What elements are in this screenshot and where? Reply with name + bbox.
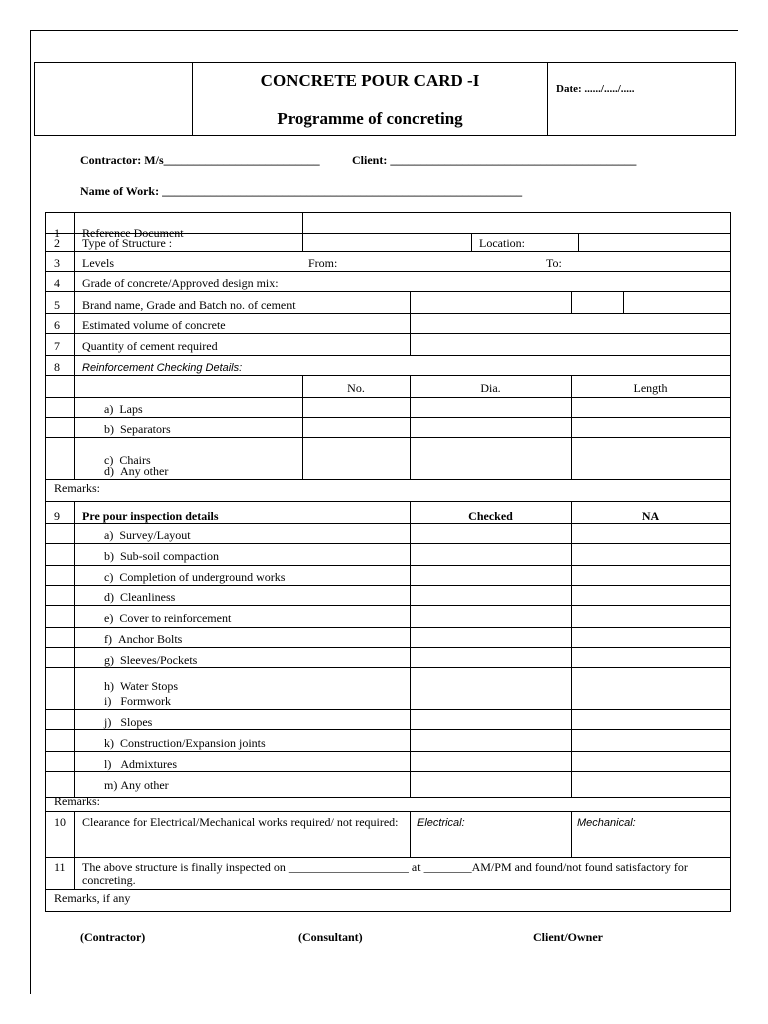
main-table — [45, 212, 731, 912]
reinf-header-no: No. — [347, 381, 365, 395]
inspection-item: g) Sleeves/Pockets — [104, 653, 198, 667]
inspection-item: k) Construction/Expansion joints — [104, 736, 266, 750]
row-7-number: 7 — [54, 339, 60, 353]
row-8-number: 8 — [54, 360, 60, 374]
row-2-label: Type of Structure : — [82, 236, 173, 250]
page-frame-left — [30, 30, 31, 994]
row-11-number: 11 — [54, 860, 66, 874]
contractor-field[interactable]: Contractor: M/s__________________________ — [80, 153, 320, 167]
inspection-item: b) Sub-soil compaction — [104, 549, 219, 563]
inspection-item: h) Water Stops — [104, 679, 179, 693]
inspection-item: l) Admixtures — [104, 757, 177, 771]
signature-client: Client/Owner — [533, 930, 603, 944]
final-remarks: Remarks, if any — [54, 891, 131, 905]
row-6-number: 6 — [54, 318, 60, 332]
row-11-label: The above structure is finally inspected on ____________________ at ________AM/PM and found/not found satisfactory for concreting. — [82, 860, 688, 887]
signature-contractor: (Contractor) — [80, 930, 146, 944]
inspection-item: m) Any other — [104, 778, 169, 792]
levels-from-label: From: — [308, 256, 338, 270]
signature-consultant: (Consultant) — [298, 930, 363, 944]
date-cell — [547, 63, 736, 135]
logo-cell — [35, 63, 193, 135]
row-10-label: Clearance for Electrical/Mechanical works required/ not required: — [82, 815, 399, 829]
row-2-number: 2 — [54, 236, 60, 250]
inspection-title: Pre pour inspection details — [82, 509, 219, 523]
name-of-work-field[interactable]: Name of Work: ____________________________________________________________ — [80, 184, 523, 198]
reinf-header-length: Length — [633, 381, 668, 395]
row-7-label: Quantity of cement required — [82, 339, 218, 353]
row-9-number: 9 — [54, 509, 60, 523]
reinf-item: a) Laps — [104, 402, 143, 416]
row-5-number: 5 — [54, 298, 60, 312]
date-field[interactable]: Date: ....../...../..... — [556, 83, 635, 95]
inspection-item: f) Anchor Bolts — [104, 632, 183, 646]
inspection-item: a) Survey/Layout — [104, 528, 191, 542]
row-10-number: 10 — [54, 815, 66, 829]
inspection-header-na: NA — [641, 509, 660, 523]
form-subtitle: Programme of concreting — [277, 109, 463, 128]
row-5-label: Brand name, Grade and Batch no. of cement — [82, 298, 296, 312]
mechanical-label: Mechanical: — [577, 817, 636, 829]
reinf-item: c) Chairs — [104, 453, 151, 467]
row-8-label: Reinforcement Checking Details: — [82, 362, 243, 374]
row-6-label: Estimated volume of concrete — [82, 318, 226, 332]
reinf-item: b) Separators — [104, 422, 171, 436]
reinf-remarks: Remarks: — [54, 481, 100, 495]
row-3-number: 3 — [54, 256, 60, 270]
inspection-item: c) Completion of underground works — [104, 570, 286, 584]
inspection-item: i) Formwork — [104, 694, 171, 708]
levels-to-label: To: — [546, 256, 562, 270]
row-1-label: Reference Document — [82, 226, 184, 240]
page-frame-top — [30, 30, 738, 31]
row-3-label: Levels — [82, 256, 114, 270]
location-label: Location: — [479, 236, 525, 250]
inspection-header-checked: Checked — [468, 509, 513, 523]
electrical-label: Electrical: — [417, 817, 465, 829]
reinf-item: d) Any other — [104, 464, 169, 478]
inspection-item: j) Slopes — [104, 715, 153, 729]
header-box — [34, 62, 736, 136]
inspection-remarks: Remarks: — [54, 794, 100, 808]
client-field[interactable]: Client: _________________________________________ — [352, 153, 637, 167]
reinf-header-dia: Dia. — [480, 381, 501, 395]
inspection-item: d) Cleanliness — [104, 590, 176, 604]
inspection-item: e) Cover to reinforcement — [104, 611, 232, 625]
form-title: CONCRETE POUR CARD -I — [260, 71, 480, 90]
row-1-number: 1 — [54, 226, 60, 240]
row-4-label: Grade of concrete/Approved design mix: — [82, 276, 279, 290]
row-4-number: 4 — [54, 276, 60, 290]
